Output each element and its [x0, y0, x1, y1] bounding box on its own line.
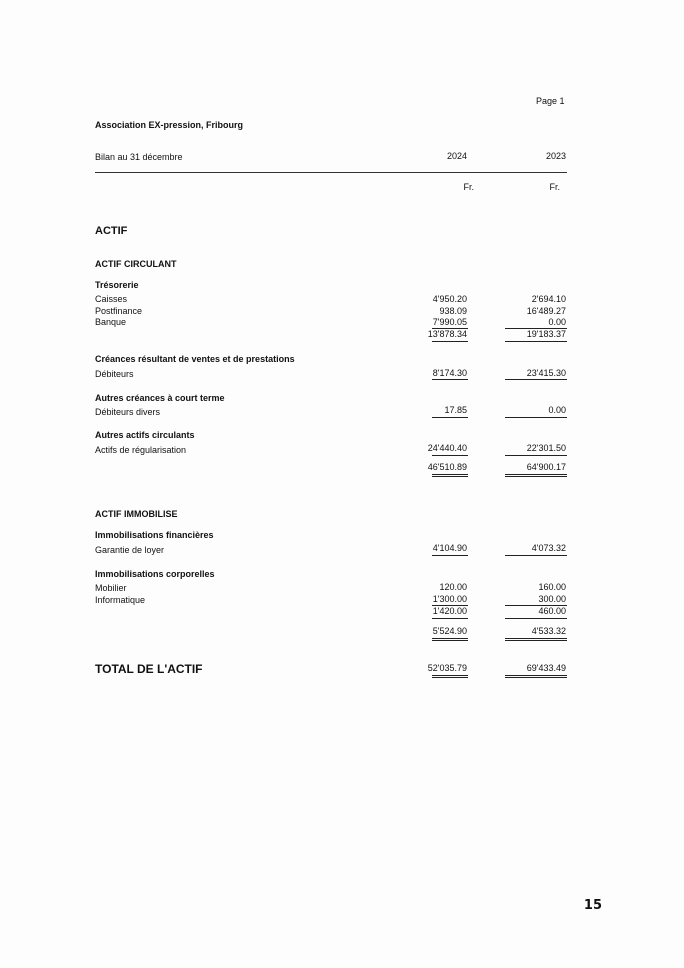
row-label-debiteurs-divers: Débiteurs divers	[95, 407, 161, 417]
grand-total-label: TOTAL DE L'ACTIF	[95, 662, 203, 676]
group-title-corporelles: Immobilisations corporelles	[95, 569, 215, 579]
organization-name: Association EX-pression, Fribourg	[95, 120, 244, 130]
row-label-debiteurs: Débiteurs	[95, 369, 134, 379]
report-title: Bilan au 31 décembre	[95, 152, 183, 162]
row-value-informatique-2023: 300.00	[538, 594, 566, 604]
page-number: 15	[583, 898, 602, 913]
subsection-title-actif-circulant: ACTIF CIRCULANT	[95, 259, 177, 269]
row-value-debiteurs-divers-2023: 0.00	[548, 405, 566, 415]
rule-debiteurs-2024	[432, 379, 468, 380]
rule-corporelles-total-2023	[505, 618, 567, 619]
row-value-postfinance-2024: 938.09	[439, 306, 467, 316]
row-value-informatique-2024: 1'300.00	[432, 594, 467, 604]
actif-circulant-total-2023: 64'900.17	[526, 462, 566, 472]
header-rule	[95, 172, 567, 173]
rule-debiteurs-divers-2023	[505, 417, 567, 418]
double-rule-immobilise-2023	[505, 638, 567, 641]
row-label-caisses: Caisses	[95, 294, 128, 304]
row-label-banque: Banque	[95, 317, 127, 327]
row-label-garantie-loyer: Garantie de loyer	[95, 545, 165, 555]
row-value-garantie-loyer-2024: 4'104.90	[432, 543, 467, 553]
rule-regularisation-2024	[432, 455, 468, 456]
subsection-title-actif-immobilise: ACTIF IMMOBILISE	[95, 509, 178, 519]
year-2023-header: 2023	[545, 151, 566, 161]
rule-corporelles-total-2024	[432, 618, 468, 619]
group-title-tresorerie: Trésorerie	[95, 280, 139, 290]
row-value-debiteurs-2023: 23'415.30	[526, 368, 566, 378]
double-rule-immobilise-2024	[432, 638, 468, 641]
rule-garantie-2023	[505, 555, 567, 556]
row-value-mobilier-2023: 160.00	[538, 582, 566, 592]
row-label-mobilier: Mobilier	[95, 583, 127, 593]
double-rule-circulant-2024	[432, 474, 468, 477]
actif-circulant-total-2024: 46'510.89	[427, 462, 467, 472]
group-title-creances: Créances résultant de ventes et de prestations	[95, 354, 295, 364]
double-rule-circulant-2023	[505, 474, 567, 477]
group-title-autres-creances: Autres créances à court terme	[95, 393, 225, 403]
currency-2024: Fr.	[463, 182, 474, 192]
tresorerie-total-2024: 13'878.34	[427, 329, 467, 339]
row-value-actifs-regularisation-2023: 22'301.50	[526, 443, 566, 453]
corporelles-total-2023: 460.00	[538, 606, 566, 616]
rule-debiteurs-divers-2024	[432, 417, 468, 418]
rule-garantie-2024	[432, 555, 468, 556]
rule-regularisation-2023	[505, 455, 567, 456]
grand-total-2024: 52'035.79	[427, 663, 467, 673]
row-value-garantie-loyer-2023: 4'073.32	[531, 543, 566, 553]
row-value-banque-2023: 0.00	[548, 317, 566, 327]
total-rule-2023	[505, 341, 567, 342]
group-title-financieres: Immobilisations financières	[95, 530, 214, 540]
row-value-mobilier-2024: 120.00	[439, 582, 467, 592]
row-value-postfinance-2023: 16'489.27	[526, 306, 566, 316]
row-value-banque-2024: 7'990.05	[432, 317, 467, 327]
rule-debiteurs-2023	[505, 379, 567, 380]
row-value-caisses-2024: 4'950.20	[432, 294, 467, 304]
section-title-actif: ACTIF	[95, 225, 128, 237]
row-value-caisses-2023: 2'694.10	[531, 294, 566, 304]
row-value-actifs-regularisation-2024: 24'440.40	[427, 443, 467, 453]
page-indicator: Page 1	[536, 96, 565, 106]
grand-total-2023: 69'433.49	[526, 663, 566, 673]
tresorerie-total-2023: 19'183.37	[526, 329, 566, 339]
double-rule-grand-total-2023	[505, 675, 567, 678]
currency-2023: Fr.	[549, 182, 560, 192]
row-label-actifs-regularisation: Actifs de régularisation	[95, 445, 187, 455]
row-value-debiteurs-divers-2024: 17.85	[444, 405, 467, 415]
double-rule-grand-total-2024	[432, 675, 468, 678]
actif-immobilise-total-2023: 4'533.32	[531, 626, 566, 636]
corporelles-total-2024: 1'420.00	[432, 606, 467, 616]
group-title-autres-actifs: Autres actifs circulants	[95, 430, 195, 440]
row-label-informatique: Informatique	[95, 595, 146, 605]
row-label-postfinance: Postfinance	[95, 306, 143, 316]
total-rule-2024	[432, 341, 468, 342]
row-value-debiteurs-2024: 8'174.30	[432, 368, 467, 378]
year-2024-header: 2024	[446, 151, 467, 161]
actif-immobilise-total-2024: 5'524.90	[432, 626, 467, 636]
